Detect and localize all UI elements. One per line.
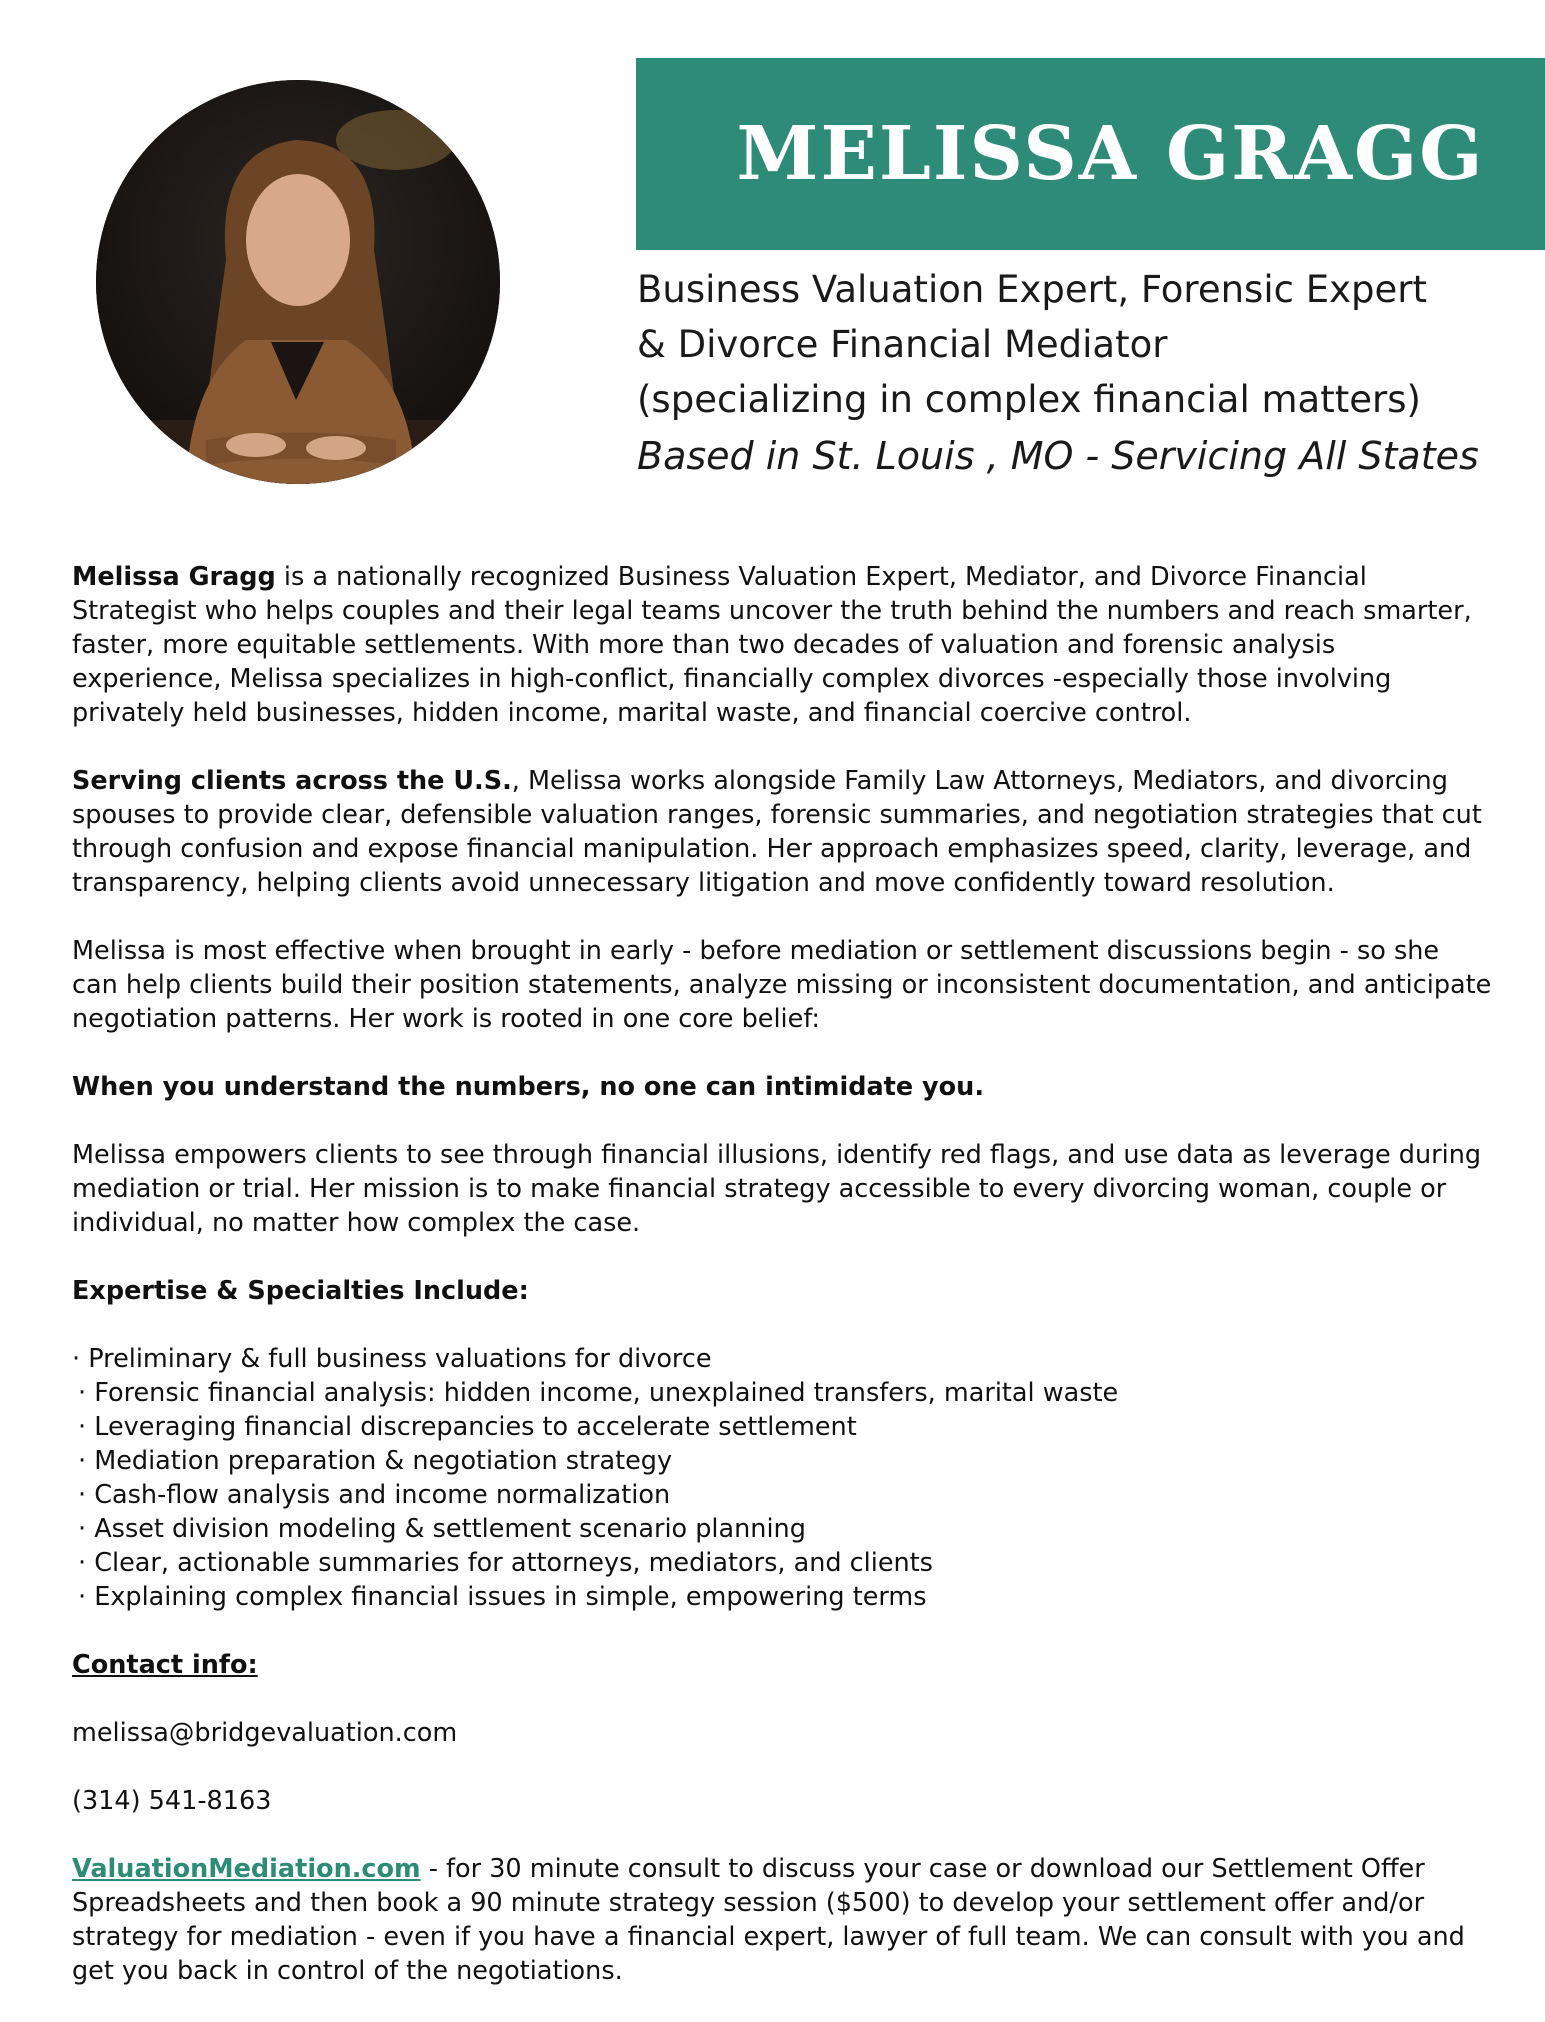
intro-paragraph	[72, 560, 1492, 730]
contact-phone[interactable]: (314) 541-8163	[72, 1786, 272, 1816]
list-item: · Asset division modeling & settlement scenario planning	[78, 1514, 806, 1544]
job-title-line: (specializing in complex financial matters)	[637, 378, 1421, 421]
contact-email[interactable]: melissa@bridgevaluation.com	[72, 1718, 458, 1748]
serving-lead: Serving clients across the U.S.	[72, 766, 512, 796]
list-item: · Leveraging financial discrepancies to accelerate settlement	[78, 1412, 857, 1442]
list-item: · Clear, actionable summaries for attorneys, mediators, and clients	[78, 1548, 933, 1578]
intro-text: is a nationally recognized Business Valuation Expert, Mediator, and Divorce Financial Strategist who helps couples and their legal teams uncover the truth behind the numbers and reach smarter, faster, more equitable settlements. With more than two decades of valuation and forensic analysis experience, Melissa specializes in high-conflict, financially complex divorces -especially those involving privately held businesses, hidden income, marital waste, and financial coercive control.	[72, 562, 1472, 728]
expertise-list	[72, 1342, 1492, 1614]
portrait-illustration	[96, 80, 500, 484]
serving-paragraph	[72, 764, 1492, 900]
expertise-heading: Expertise & Specialties Include:	[72, 1276, 529, 1306]
contact-block	[72, 1648, 1492, 1818]
list-item: · Cash-flow analysis and income normalization	[78, 1480, 671, 1510]
list-item: · Preliminary & full business valuations for divorce	[72, 1344, 712, 1374]
contact-heading: Contact info:	[72, 1650, 258, 1680]
profile-photo	[96, 80, 500, 484]
bio-content	[72, 560, 1492, 2022]
person-name: MELISSA GRAGG	[736, 111, 1485, 197]
empower-paragraph: Melissa empowers clients to see through financial illusions, identify red flags, and use data as leverage during mediation or trial. Her mission is to make financial strategy accessible to every divorcing woman, couple or individual, no matter how complex the case.	[72, 1140, 1482, 1238]
intro-lead: Melissa Gragg	[72, 562, 276, 592]
list-item: · Forensic financial analysis: hidden income, unexplained transfers, marital waste	[78, 1378, 1119, 1408]
early-paragraph: Melissa is most effective when brought in early - before mediation or settlement discussions begin - so she can help clients build their position statements, analyze missing or inconsistent documentation, and anticipate negotiation patterns. Her work is rooted in one core belief:	[72, 936, 1492, 1034]
core-belief-quote: When you understand the numbers, no one can intimidate you.	[72, 1072, 985, 1102]
list-item: · Explaining complex financial issues in simple, empowering terms	[78, 1582, 927, 1612]
job-title-line: & Divorce Financial Mediator	[637, 323, 1168, 366]
cta-paragraph	[72, 1852, 1492, 1988]
location-line: Based in St. Louis , MO - Servicing All States	[637, 434, 1479, 478]
list-item: · Mediation preparation & negotiation strategy	[78, 1446, 673, 1476]
website-link[interactable]: ValuationMediation.com	[72, 1854, 421, 1884]
cta-text: - for 30 minute consult to discuss your case or download our Settlement Offer Spreadsheets and then book a 90 minute strategy session ($500) to develop your settlement offer and/or strategy for mediation - even if you have a financial expert, lawyer of full team. We can consult with you and get you back in control of the negotiations.	[72, 1854, 1465, 1986]
name-banner	[636, 58, 1545, 250]
serving-text: , Melissa works alongside Family Law Attorneys, Mediators, and divorcing spouses to provide clear, defensible valuation ranges, forensic summaries, and negotiation strategies that cut through confusion and expose financial manipulation. Her approach emphasizes speed, clarity, leverage, and transparency, helping clients avoid unnecessary litigation and move confidently toward resolution.	[72, 766, 1482, 898]
job-title-line: Business Valuation Expert, Forensic Expert	[637, 268, 1427, 311]
job-title	[637, 262, 1517, 427]
